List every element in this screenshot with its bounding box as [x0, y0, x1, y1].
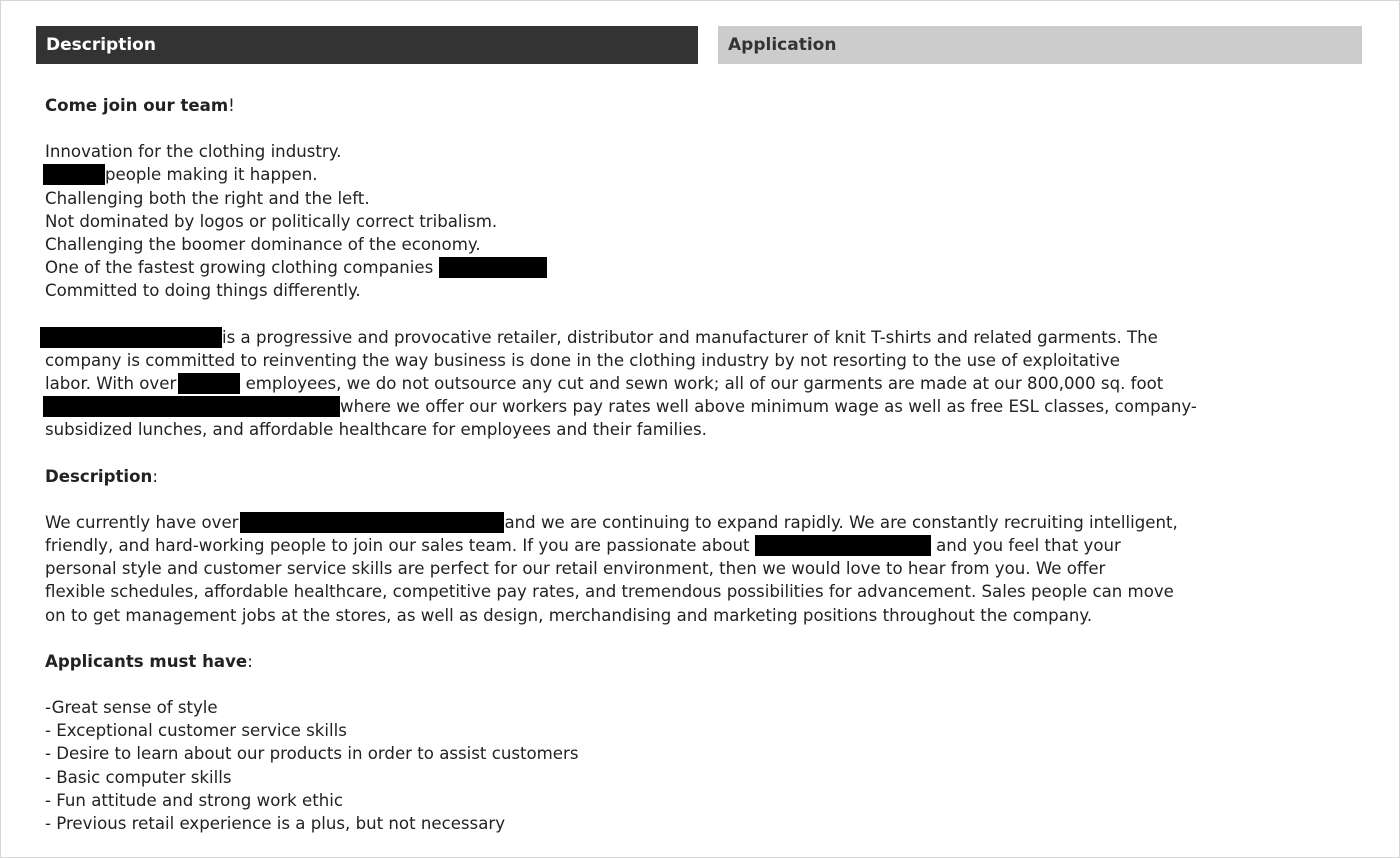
- paragraph-line: [45, 372, 1360, 395]
- tagline: Not dominated by logos or politically correct tribalism.: [45, 211, 498, 231]
- tab-description[interactable]: [36, 26, 698, 64]
- heading-punct: :: [152, 466, 158, 486]
- tab-description-label: Description: [46, 35, 156, 55]
- paragraph-line: [45, 511, 1360, 534]
- paragraph-line: subsidized lunches, and affordable healthcare for employees and their families.: [45, 420, 707, 440]
- list-item: - Previous retail experience is a plus, but not necessary: [45, 814, 506, 834]
- description-paragraph: [45, 511, 1360, 627]
- redaction: [439, 257, 547, 278]
- requirements-list: [45, 696, 1360, 835]
- heading-punct: :: [247, 651, 253, 671]
- list-item: - Fun attitude and strong work ethic: [45, 790, 344, 810]
- requirements-heading: [45, 650, 1360, 673]
- paragraph-line: on to get management jobs at the stores, as well as design, merchandising and marketing positions throughout the company.: [45, 605, 1093, 625]
- paragraph-line: flexible schedules, affordable healthcare, competitive pay rates, and tremendous possibilities for advancement. Sales people can move: [45, 582, 1174, 602]
- taglines: [45, 140, 1360, 302]
- redaction: [43, 396, 340, 417]
- paragraph-line: personal style and customer service skills are perfect for our retail environment, then we would love to hear from you. We offer: [45, 559, 1106, 579]
- tagline-text: people making it happen.: [105, 165, 318, 185]
- job-description: [45, 94, 1360, 835]
- text: labor. With over: [45, 374, 177, 394]
- redaction: [43, 164, 105, 185]
- text: friendly, and hard-working people to join our sales team. If you are passionate about: [45, 536, 750, 556]
- heading-text: Applicants must have: [45, 651, 248, 671]
- paragraph-line: [45, 326, 1360, 349]
- paragraph-line: company is committed to reinventing the way business is done in the clothing industry by not resorting to the use of exploitative: [45, 350, 1121, 370]
- tagline: Committed to doing things differently.: [45, 281, 361, 301]
- about-paragraph: [45, 326, 1360, 442]
- description-heading: [45, 465, 1360, 488]
- text: where we offer our workers pay rates well above minimum wage as well as free ESL classes, company-: [340, 397, 1197, 417]
- tagline-text: One of the fastest growing clothing companies: [45, 258, 434, 278]
- text: is a progressive and provocative retailer, distributor and manufacturer of knit T-shirts and related garments. The: [222, 327, 1158, 347]
- redaction: [40, 327, 222, 348]
- redaction: [755, 535, 931, 556]
- text: and you feel that your: [936, 536, 1121, 556]
- tagline: [45, 256, 1360, 279]
- tab-application[interactable]: [718, 26, 1362, 64]
- redaction: [178, 373, 240, 394]
- text: employees, we do not outsource any cut and sewn work; all of our garments are made at our 800,000 sq. foot: [245, 374, 1164, 394]
- tagline: Innovation for the clothing industry.: [45, 142, 342, 162]
- heading-text: Description: [45, 466, 153, 486]
- tagline: [45, 163, 1360, 186]
- paragraph-line: [45, 395, 1360, 418]
- text: and we are continuing to expand rapidly. We are constantly recruiting intelligent,: [504, 512, 1178, 532]
- tab-application-label: Application: [728, 35, 837, 55]
- list-item: - Exceptional customer service skills: [45, 721, 347, 741]
- tagline: Challenging both the right and the left.: [45, 188, 370, 208]
- list-item: - Basic computer skills: [45, 767, 232, 787]
- intro-heading: [45, 94, 1360, 117]
- text: We currently have over: [45, 512, 239, 532]
- redaction: [240, 512, 504, 533]
- paragraph-line: [45, 534, 1360, 557]
- list-item: -Great sense of style: [45, 698, 218, 718]
- heading-text: Come join our team: [45, 96, 229, 115]
- heading-punct: !: [228, 96, 235, 115]
- list-item: - Desire to learn about our products in order to assist customers: [45, 744, 579, 764]
- tagline: Challenging the boomer dominance of the economy.: [45, 235, 481, 255]
